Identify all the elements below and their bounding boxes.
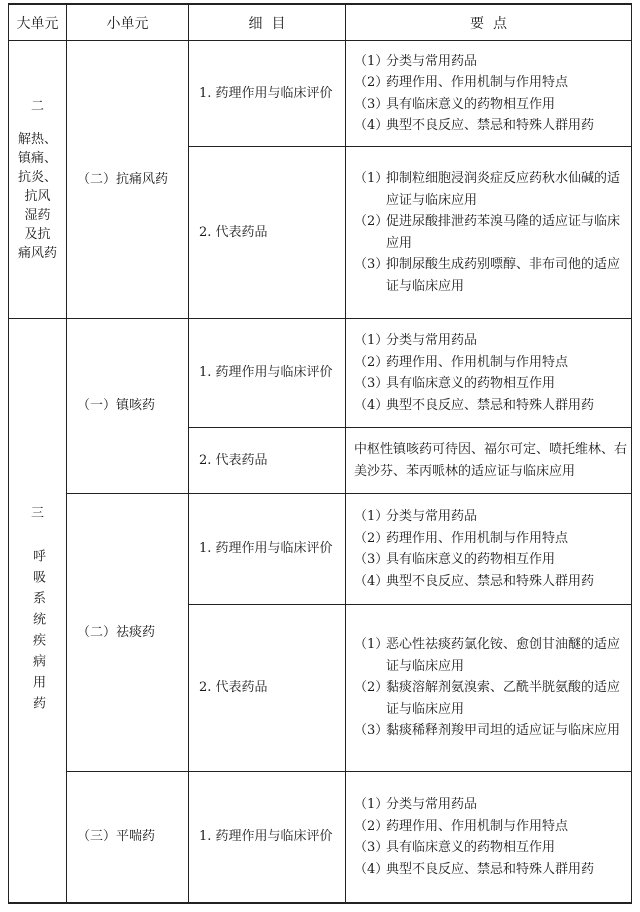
detail-pharmacology: 1. 药理作用与临床评价 <box>199 85 333 101</box>
list-item <box>354 837 594 859</box>
item-number: （3） <box>354 96 389 112</box>
major-unit-2 <box>9 41 66 318</box>
table-bottom-border <box>8 902 632 904</box>
detail-representative-drugs: 2. 代表药品 <box>199 680 268 696</box>
item-number: （3） <box>354 257 389 272</box>
item-text: 典型不良反应、禁忌和特殊人群用药 <box>386 397 595 413</box>
major-unit-3 <box>9 319 66 902</box>
item-number: （2） <box>354 75 389 90</box>
item-number: （3） <box>354 723 389 739</box>
list-item <box>354 72 594 94</box>
item-number: （3） <box>354 840 389 855</box>
list-item <box>354 395 594 417</box>
key-points-cell <box>346 147 631 318</box>
list-item <box>354 168 631 211</box>
item-number: （1） <box>354 333 389 348</box>
list-item <box>354 634 631 677</box>
item-text: 黏痰稀释剂羧甲司坦的适应证与临床应用 <box>386 723 621 739</box>
header-detail: 细 目 <box>248 15 286 32</box>
item-number: （3） <box>354 552 389 567</box>
detail-pharmacology: 1. 药理作用与临床评价 <box>199 365 333 381</box>
item-number: （2） <box>354 214 389 229</box>
item-text: 具有临床意义的药物相互作用 <box>386 376 556 391</box>
major-unit-title-line: 湿药 <box>24 207 51 223</box>
detail-representative-drugs: 2. 代表药品 <box>199 452 268 468</box>
list-item <box>354 94 594 116</box>
list-item <box>354 51 594 73</box>
item-text: 抑制粒细胞浸润炎症反应药秋水仙碱的适应证与临床应用 <box>386 171 621 208</box>
major-unit-title: 呼吸系统疾病用药 <box>30 549 45 717</box>
item-text: 典型不良反应、禁忌和特殊人群用药 <box>386 573 595 589</box>
minor-unit-antigout: （二）抗痛风药 <box>77 171 169 187</box>
item-number: （2） <box>354 818 389 834</box>
item-text: 分类与常用药品 <box>386 333 478 348</box>
item-text: 促进尿酸排泄药苯溴马隆的适应证与临床应用 <box>386 214 621 251</box>
header-minor-unit: 小单元 <box>106 15 149 32</box>
detail-representative-drugs: 2. 代表药品 <box>199 224 268 240</box>
list-item <box>354 373 594 395</box>
detail-pharmacology: 1. 药理作用与临床评价 <box>199 829 333 845</box>
item-number: （4） <box>354 397 389 413</box>
table-right-border <box>631 3 632 904</box>
list-item <box>354 330 594 352</box>
item-text: 分类与常用药品 <box>386 53 478 69</box>
list-item <box>354 794 594 816</box>
major-unit-number: 三 <box>30 506 44 521</box>
major-unit-title-line: 解热、 <box>17 131 57 147</box>
list-item <box>354 528 594 550</box>
item-text: 分类与常用药品 <box>386 509 478 524</box>
list-item <box>354 254 631 297</box>
key-points-text: 中枢性镇咳药可待因、福尔可定、喷托维林、右美沙芬、苯丙哌林的适应证与临床应用 <box>354 442 628 479</box>
item-text: 恶心性祛痰药氯化铵、愈创甘油醚的适应证与临床应用 <box>386 637 621 674</box>
key-points-cell <box>346 41 631 146</box>
key-points-cell <box>346 494 631 604</box>
item-number: （4） <box>354 573 389 589</box>
item-text: 黏痰溶解剂氨溴索、乙酰半胱氨酸的适应证与临床应用 <box>386 680 621 717</box>
item-number: （2） <box>354 354 389 370</box>
item-number: （1） <box>354 53 389 69</box>
item-number: （4） <box>354 861 389 877</box>
item-number: （1） <box>354 509 389 524</box>
item-number: （1） <box>354 797 389 812</box>
list-item <box>354 677 631 720</box>
major-unit-title-line: 抗风 <box>24 188 51 204</box>
major-unit-title-line: 痛风药 <box>17 245 57 261</box>
major-unit-title-line: 抗炎、 <box>17 169 57 185</box>
list-item <box>354 549 594 571</box>
major-unit-title-line: 及抗 <box>24 226 51 242</box>
minor-unit-antiasthmatic: （三）平喘药 <box>77 829 156 845</box>
item-text: 药理作用、作用机制与作用特点 <box>386 530 569 546</box>
item-text: 典型不良反应、禁忌和特殊人群用药 <box>386 118 595 133</box>
item-text: 抑制尿酸生成药别嘌醇、非布司他的适应证与临床应用 <box>386 257 621 294</box>
item-text: 药理作用、作用机制与作用特点 <box>386 818 569 834</box>
item-number: （2） <box>354 530 389 546</box>
item-number: （2） <box>354 680 389 696</box>
major-unit-title-line: 镇痛、 <box>17 150 57 166</box>
minor-unit-expectorant: （二）祛痰药 <box>77 624 156 640</box>
item-text: 分类与常用药品 <box>386 797 478 812</box>
item-text: 具有临床意义的药物相互作用 <box>386 96 556 112</box>
item-text: 具有临床意义的药物相互作用 <box>386 840 556 855</box>
major-unit-number: 二 <box>30 98 44 114</box>
list-item <box>354 571 594 593</box>
item-text: 药理作用、作用机制与作用特点 <box>386 354 569 370</box>
minor-unit-antitussive: （一）镇咳药 <box>77 398 156 414</box>
header-major-unit: 大单元 <box>16 15 59 32</box>
list-item <box>354 816 594 838</box>
item-number: （4） <box>354 118 389 133</box>
list-item <box>354 352 594 374</box>
list-item <box>354 211 631 254</box>
item-text: 典型不良反应、禁忌和特殊人群用药 <box>386 861 595 877</box>
list-item <box>354 859 594 881</box>
item-text: 具有临床意义的药物相互作用 <box>386 552 556 567</box>
item-number: （1） <box>354 171 389 186</box>
key-points-cell <box>346 772 631 902</box>
item-text: 药理作用、作用机制与作用特点 <box>386 75 569 90</box>
list-item <box>354 720 631 742</box>
item-number: （3） <box>354 376 389 391</box>
list-item <box>354 115 594 137</box>
key-points-cell <box>346 319 631 427</box>
list-item <box>354 506 594 528</box>
item-number: （1） <box>354 637 389 653</box>
detail-pharmacology: 1. 药理作用与临床评价 <box>199 541 333 557</box>
key-points-cell <box>346 605 631 771</box>
header-key-points: 要 点 <box>470 15 507 32</box>
